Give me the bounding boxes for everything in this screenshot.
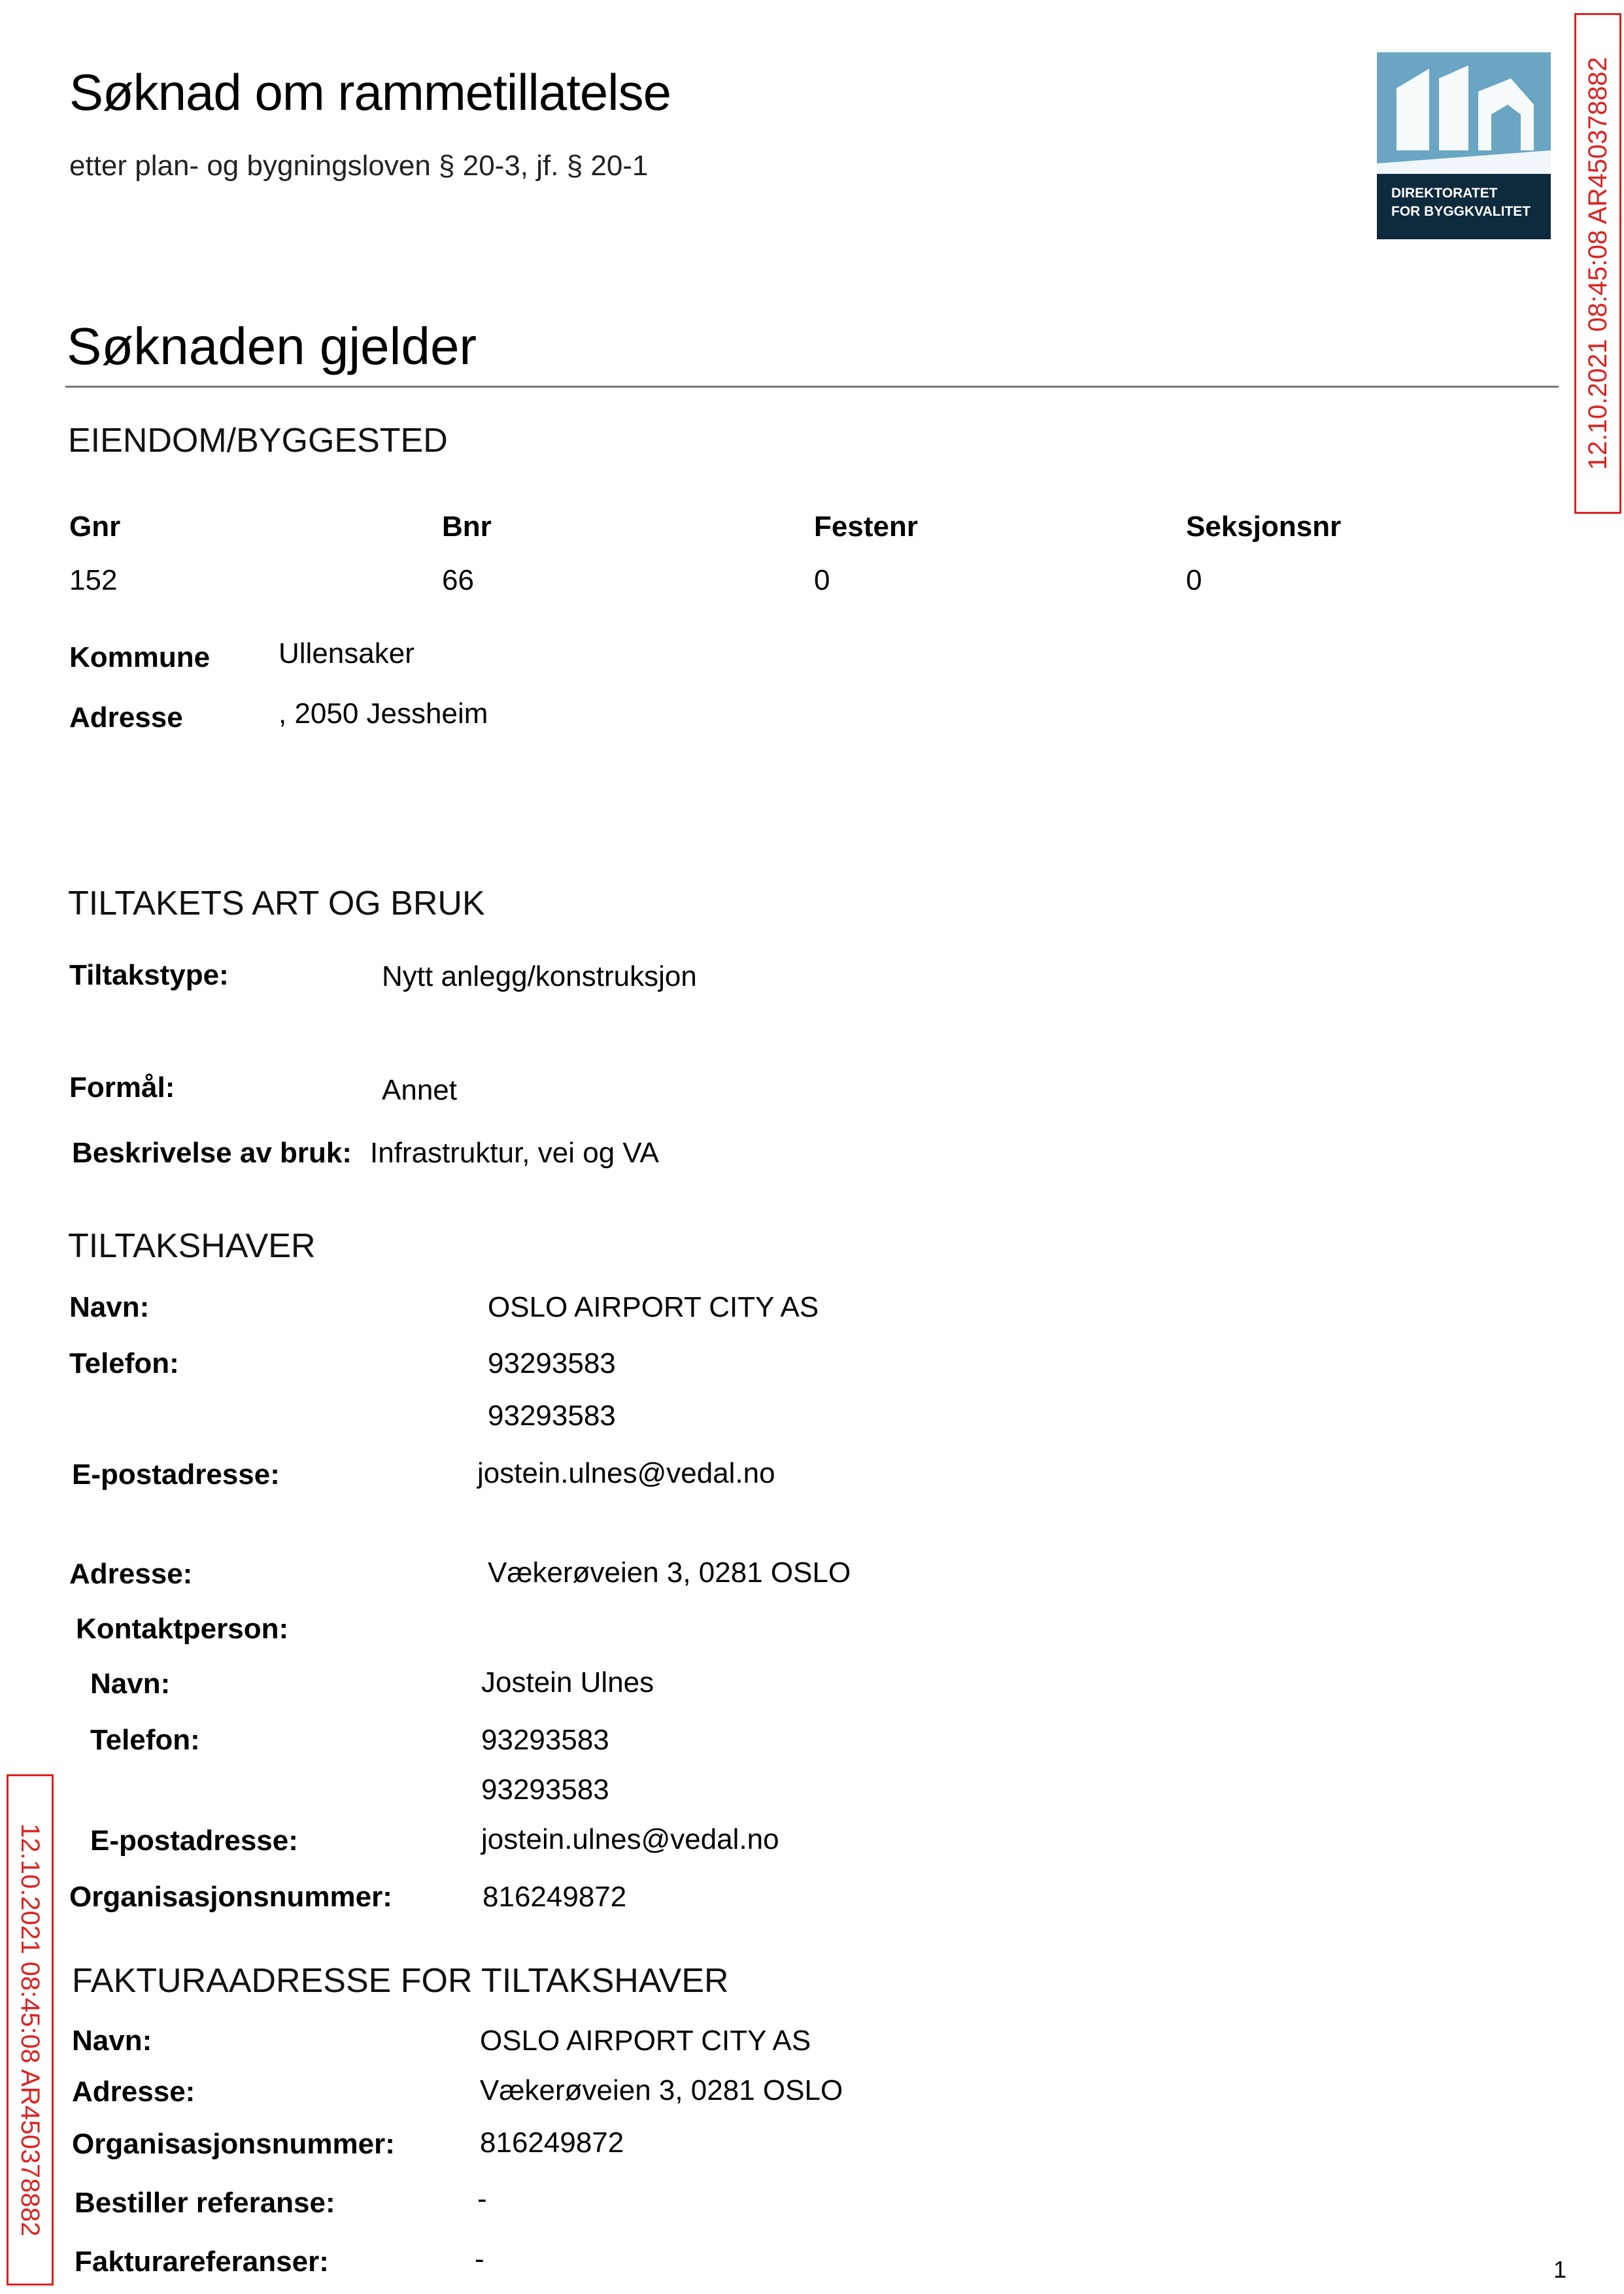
logo-text-line1: DIREKTORATET <box>1391 186 1498 201</box>
festenr-label: Festenr <box>814 511 918 543</box>
tiltakshaver-navn-label: Navn: <box>69 1291 150 1323</box>
seksjonsnr-label: Seksjonsnr <box>1186 511 1342 543</box>
bestiller-referanse-value: - <box>477 2183 487 2215</box>
kontakt-navn-value: Jostein Ulnes <box>481 1666 654 1698</box>
gnr-value: 152 <box>69 564 118 596</box>
dibk-logo <box>1377 52 1551 239</box>
logo-text-line2: FOR BYGGKVALITET <box>1391 204 1531 219</box>
tiltakstype-label: Tiltakstype: <box>69 959 229 991</box>
faktura-adresse-value: Vækerøveien 3, 0281 OSLO <box>480 2074 843 2106</box>
faktura-orgnr-label: Organisasjonsnummer: <box>72 2128 395 2160</box>
fakturareferanser-value: - <box>475 2243 484 2275</box>
seksjonsnr-value: 0 <box>1186 564 1202 596</box>
page-title: Søknad om rammetillatelse <box>69 63 671 121</box>
archive-stamp-top <box>1574 13 1621 514</box>
building-icon <box>1377 52 1551 174</box>
eiendom-heading: EIENDOM/BYGGESTED <box>68 422 448 460</box>
tiltakshaver-telefon-value: 93293583 <box>488 1347 616 1379</box>
archive-stamp-left <box>7 1774 54 2286</box>
tiltakstype-value: Nytt anlegg/konstruksjon <box>382 960 697 992</box>
kontakt-telefon-value: 93293583 <box>481 1774 609 1806</box>
kontakt-telefon-value: 93293583 <box>481 1724 609 1756</box>
tiltakshaver-telefon-label: Telefon: <box>69 1347 179 1379</box>
faktura-heading: FAKTURAADRESSE FOR TILTAKSHAVER <box>72 1962 729 2000</box>
bestiller-referanse-label: Bestiller referanse: <box>75 2187 335 2219</box>
adresse-label: Adresse <box>69 701 183 734</box>
tiltakshaver-navn-value: OSLO AIRPORT CITY AS <box>488 1291 819 1323</box>
page-number: 1 <box>1553 2256 1567 2283</box>
kontakt-navn-label: Navn: <box>90 1668 171 1700</box>
tiltakshaver-orgnr-label: Organisasjonsnummer: <box>69 1881 392 1913</box>
faktura-navn-label: Navn: <box>72 2025 152 2057</box>
bnr-label: Bnr <box>442 511 492 543</box>
section-divider <box>65 386 1559 388</box>
archive-stamp-text: 12.10.2021 08:45:08 AR450378882 <box>1583 57 1613 470</box>
kommune-label: Kommune <box>69 641 211 673</box>
archive-stamp-text: 12.10.2021 08:45:08 AR450378882 <box>16 1823 45 2236</box>
formal-value: Annet <box>382 1074 457 1106</box>
tiltakshaver-epost-label: E-postadresse: <box>72 1459 280 1491</box>
tiltakshaver-adresse-value: Vækerøveien 3, 0281 OSLO <box>488 1557 851 1589</box>
tiltak-heading: TILTAKETS ART OG BRUK <box>68 885 485 922</box>
adresse-value: , 2050 Jessheim <box>279 698 488 730</box>
tiltakshaver-heading: TILTAKSHAVER <box>68 1227 316 1265</box>
kontakt-epost-label: E-postadresse: <box>90 1825 298 1857</box>
fakturareferanser-label: Fakturareferanser: <box>75 2246 329 2278</box>
kommune-value: Ullensaker <box>279 637 414 669</box>
tiltakshaver-orgnr-value: 816249872 <box>482 1881 627 1913</box>
bnr-value: 66 <box>442 564 474 596</box>
section-title: Søknaden gjelder <box>67 317 477 375</box>
formal-label: Formål: <box>69 1071 175 1104</box>
gnr-label: Gnr <box>69 511 121 543</box>
faktura-orgnr-value: 816249872 <box>480 2127 624 2159</box>
kontakt-epost-value: jostein.ulnes@vedal.no <box>481 1823 779 1855</box>
festenr-value: 0 <box>814 564 830 596</box>
logo-mark <box>1377 52 1551 174</box>
kontakt-telefon-label: Telefon: <box>90 1724 200 1756</box>
bruk-value: Infrastruktur, vei og VA <box>370 1137 659 1169</box>
faktura-navn-value: OSLO AIRPORT CITY AS <box>480 2025 811 2057</box>
faktura-adresse-label: Adresse: <box>72 2076 195 2108</box>
kontaktperson-label: Kontaktperson: <box>76 1613 289 1645</box>
page-subtitle: etter plan- og bygningsloven § 20-3, jf. § 20-1 <box>69 150 649 182</box>
bruk-label: Beskrivelse av bruk: <box>72 1137 352 1169</box>
tiltakshaver-telefon-value: 93293583 <box>488 1400 616 1432</box>
tiltakshaver-adresse-label: Adresse: <box>69 1558 193 1590</box>
tiltakshaver-epost-value: jostein.ulnes@vedal.no <box>477 1457 775 1489</box>
